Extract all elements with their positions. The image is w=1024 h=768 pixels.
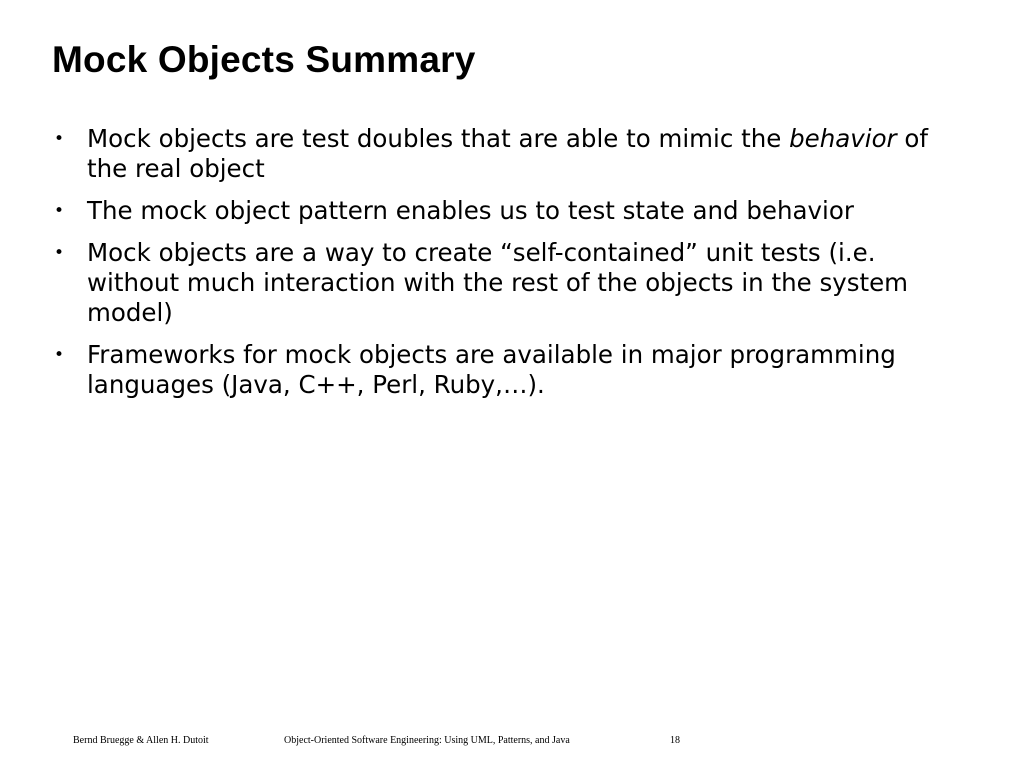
- bullet-item-3: [52, 238, 957, 328]
- bullet-item-2: [52, 196, 957, 226]
- bullet-icon: •: [54, 129, 65, 149]
- bullet-item-1: [52, 124, 957, 184]
- bullet-text-part: of the real object: [87, 124, 929, 183]
- footer-authors: Bernd Bruegge & Allen H. Dutoit: [73, 735, 209, 746]
- bullet-icon: •: [54, 243, 65, 263]
- footer-book-title: Object-Oriented Software Engineering: Using UML, Patterns, and Java: [284, 735, 570, 746]
- bullet-text-part: Mock objects are test doubles that are able to mimic the: [87, 124, 790, 153]
- bullet-text: The mock object pattern enables us to test state and behavior: [87, 196, 854, 225]
- bullet-list: [52, 124, 957, 412]
- emphasized-word: behavior: [789, 124, 897, 153]
- bullet-icon: •: [54, 201, 65, 221]
- bullet-item-4: [52, 340, 957, 400]
- footer-page-number: 18: [670, 735, 680, 746]
- bullet-text: Mock objects are a way to create “self-contained” unit tests (i.e. without much interaction with the rest of the objects in the system model): [87, 238, 909, 327]
- bullet-text: Frameworks for mock objects are available in major programming languages (Java, C++, Perl, Ruby,…).: [87, 340, 896, 399]
- bullet-icon: •: [54, 345, 65, 365]
- slide-title: Mock Objects Summary: [52, 39, 476, 80]
